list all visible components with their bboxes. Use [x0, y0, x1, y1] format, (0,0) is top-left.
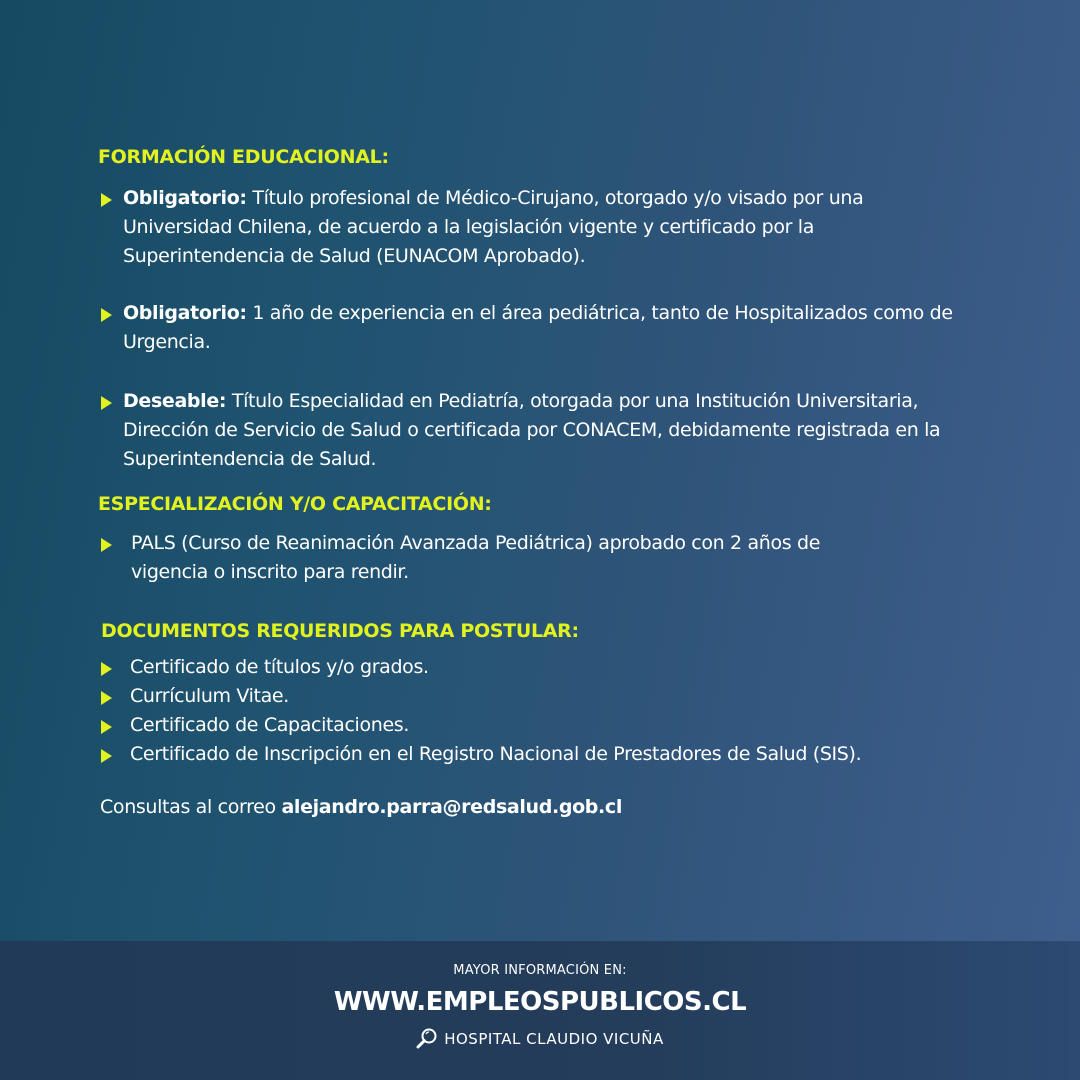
- requirement-label: Obligatorio:: [123, 302, 247, 324]
- list-item: [98, 653, 998, 682]
- formacion-item-1-text: [123, 184, 998, 271]
- triangle-bullet-icon: [101, 720, 112, 734]
- text-line: Título Especialidad en Pediatría, otorgada por una Institución Universitaria,: [226, 390, 919, 412]
- formacion-item-3-text: [123, 387, 998, 474]
- formacion-item-1: [98, 184, 998, 271]
- triangle-bullet-icon: [101, 193, 112, 207]
- text-line: Universidad Chilena, de acuerdo a la legislación vigente y certificado por la: [123, 216, 815, 238]
- document-text: Certificado de Inscripción en el Registro Nacional de Prestadores de Salud (SIS).: [130, 743, 862, 765]
- text-line: Título profesional de Médico-Cirujano, otorgado y/o visado por una: [246, 187, 864, 209]
- triangle-bullet-icon: [101, 396, 112, 410]
- text-line: PALS (Curso de Reanimación Avanzada Pediátrica) aprobado con 2 años de: [131, 532, 821, 554]
- documentos-list: [98, 653, 998, 769]
- text-line: Superintendencia de Salud.: [123, 448, 377, 470]
- magnifier-icon: [416, 1027, 438, 1053]
- formacion-heading: FORMACIÓN EDUCACIONAL:: [98, 146, 389, 168]
- list-item: [98, 711, 998, 740]
- triangle-bullet-icon: [101, 662, 112, 676]
- contact-prefix: Consultas al correo: [100, 796, 282, 818]
- triangle-bullet-icon: [101, 749, 112, 763]
- text-line: Dirección de Servicio de Salud o certificada por CONACEM, debidamente registrada en la: [123, 419, 941, 441]
- website-url-link[interactable]: WWW.EMPLEOSPUBLICOS.CL: [333, 987, 747, 1017]
- documentos-heading: DOCUMENTOS REQUERIDOS PARA POSTULAR:: [101, 620, 579, 642]
- list-item: [98, 682, 998, 711]
- text-line: Urgencia.: [123, 331, 211, 353]
- hospital-name: HOSPITAL CLAUDIO VICUÑA: [444, 1030, 664, 1048]
- contact-email-link[interactable]: alejandro.parra@redsalud.gob.cl: [281, 796, 623, 818]
- text-line: Superintendencia de Salud (EUNACOM Aprobado).: [123, 245, 586, 267]
- more-info-label: MAYOR INFORMACIÓN EN:: [453, 963, 627, 978]
- document-text: Certificado de títulos y/o grados.: [130, 656, 429, 678]
- especializacion-item: [98, 529, 998, 587]
- text-line: vigencia o inscrito para rendir.: [131, 561, 409, 583]
- especializacion-heading: ESPECIALIZACIÓN Y/O CAPACITACIÓN:: [98, 493, 492, 515]
- requirement-label: Obligatorio:: [123, 187, 247, 209]
- especializacion-item-text: [131, 529, 871, 587]
- triangle-bullet-icon: [101, 308, 112, 322]
- footer-banner: [0, 941, 1080, 1080]
- hospital-brand: [0, 1027, 1080, 1053]
- triangle-bullet-icon: [101, 538, 112, 552]
- triangle-bullet-icon: [101, 691, 112, 705]
- document-text: Currículum Vitae.: [130, 685, 289, 707]
- requirement-label: Deseable:: [123, 390, 227, 412]
- contact-line: [100, 793, 622, 821]
- formacion-item-2-text: [123, 299, 998, 357]
- list-item: [98, 740, 998, 769]
- formacion-item-2: [98, 299, 998, 357]
- document-text: Certificado de Capacitaciones.: [130, 714, 410, 736]
- formacion-item-3: [98, 387, 998, 474]
- text-line: 1 año de experiencia en el área pediátrica, tanto de Hospitalizados como de: [246, 302, 953, 324]
